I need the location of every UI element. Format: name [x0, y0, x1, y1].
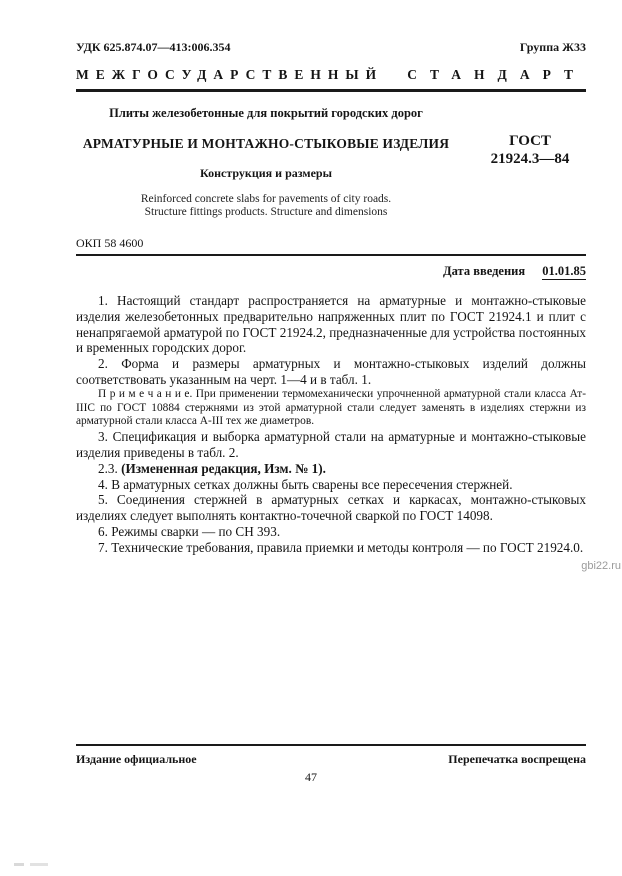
official-edition-label: Издание официальное — [76, 752, 197, 766]
footer-rule — [76, 744, 586, 746]
english-title-line1: Reinforced concrete slabs for pavements of city roads. — [140, 193, 392, 205]
english-title-line2: Structure fittings products. Structure and dimensions — [144, 206, 388, 218]
document-subject: Плиты железобетонные для покрытий городских дорог — [109, 106, 423, 120]
faint-corner-mark — [14, 863, 58, 866]
group-code: Группа Ж33 — [519, 40, 586, 54]
reprint-prohibited-label: Перепечатка воспрещена — [448, 752, 586, 766]
footer-notice-row — [76, 752, 586, 767]
gost-label: ГОСТ — [509, 133, 551, 149]
note-paragraph — [76, 388, 586, 429]
standard-word-interstate: МЕЖГОСУДАРСТВЕННЫЙ — [76, 67, 384, 82]
page-content — [76, 0, 586, 556]
site-watermark: gbi22.ru — [581, 560, 621, 572]
document-title: АРМАТУРНЫЕ И МОНТАЖНО-СТЫКОВЫЕ ИЗДЕЛИЯ — [82, 136, 450, 151]
paragraph-7: 7. Технические требования, правила приемки и методы контроля — по ГОСТ 21924.0. — [98, 539, 584, 555]
effective-date-row — [76, 264, 586, 279]
page-number: 47 — [305, 770, 317, 784]
standard-word-standard: СТАНДАРТ — [407, 67, 586, 82]
document-body — [76, 293, 586, 556]
document-subtitle: Конструкция и размеры — [200, 166, 332, 180]
paragraph-4: 4. В арматурных сетках должны быть сварены все пересечения стержней. — [98, 476, 513, 492]
standard-type-heading — [76, 67, 586, 83]
classification-row — [76, 40, 586, 55]
udk-code: УДК 625.874.07—413:006.354 — [76, 40, 231, 54]
paragraph-5: 5. Соединения стержней в арматурных сетках и каркасах, монтажно-стыковых изделиях следует выполнять контактно-точечной сваркой по ГОСТ 14098. — [76, 492, 586, 524]
paragraph-2-3-amendment: (Измененная редакция, Изм. № 1). — [121, 460, 326, 476]
title-column — [76, 104, 456, 219]
paragraph-3: 3. Спецификация и выборка арматурной стали на арматурные и монтажно-стыковые изделия приведены в табл. 2. — [76, 429, 586, 460]
paragraph-2-3-number: 2.3. — [98, 460, 122, 476]
effective-date-label: Дата введения — [443, 264, 526, 278]
effective-date-value: 01.01.85 — [542, 264, 586, 278]
note-text: При применении термомеханически упрочненной арматурной стали класса Ат-IIIС по ГОСТ 10884 стержнями из этой арматурной стали следует заменять в изделиях стержни из арматурной стали класса А-III тех же диаметров. — [76, 387, 587, 428]
note-label: П р и м е ч а н и е. — [98, 387, 193, 400]
page-footer — [76, 744, 586, 767]
okp-code: ОКП 58 4600 — [76, 236, 144, 250]
paragraph-2: 2. Форма и размеры арматурных и монтажно-стыковых изделий должны соответствовать указанным на черт. 1—4 и в табл. 1. — [76, 356, 586, 387]
paragraph-1: 1. Настоящий стандарт распространяется на арматурные и монтажно-стыковые изделия железобетонных предварительно напряженных плит по ГОСТ 21924.1 и плит с ненапрягаемой арматурой по ГОСТ 21924.2, предназначенные для устройства постоянных и временных городских дорог. — [76, 293, 586, 356]
gost-designation — [474, 132, 586, 219]
title-block — [76, 104, 586, 219]
header-rule — [76, 89, 586, 92]
gost-number: 21924.3—84 — [490, 151, 570, 167]
paragraph-6: 6. Режимы сварки — по СН 393. — [98, 523, 281, 539]
okp-rule — [76, 254, 586, 256]
paragraph-2-3 — [76, 461, 586, 477]
